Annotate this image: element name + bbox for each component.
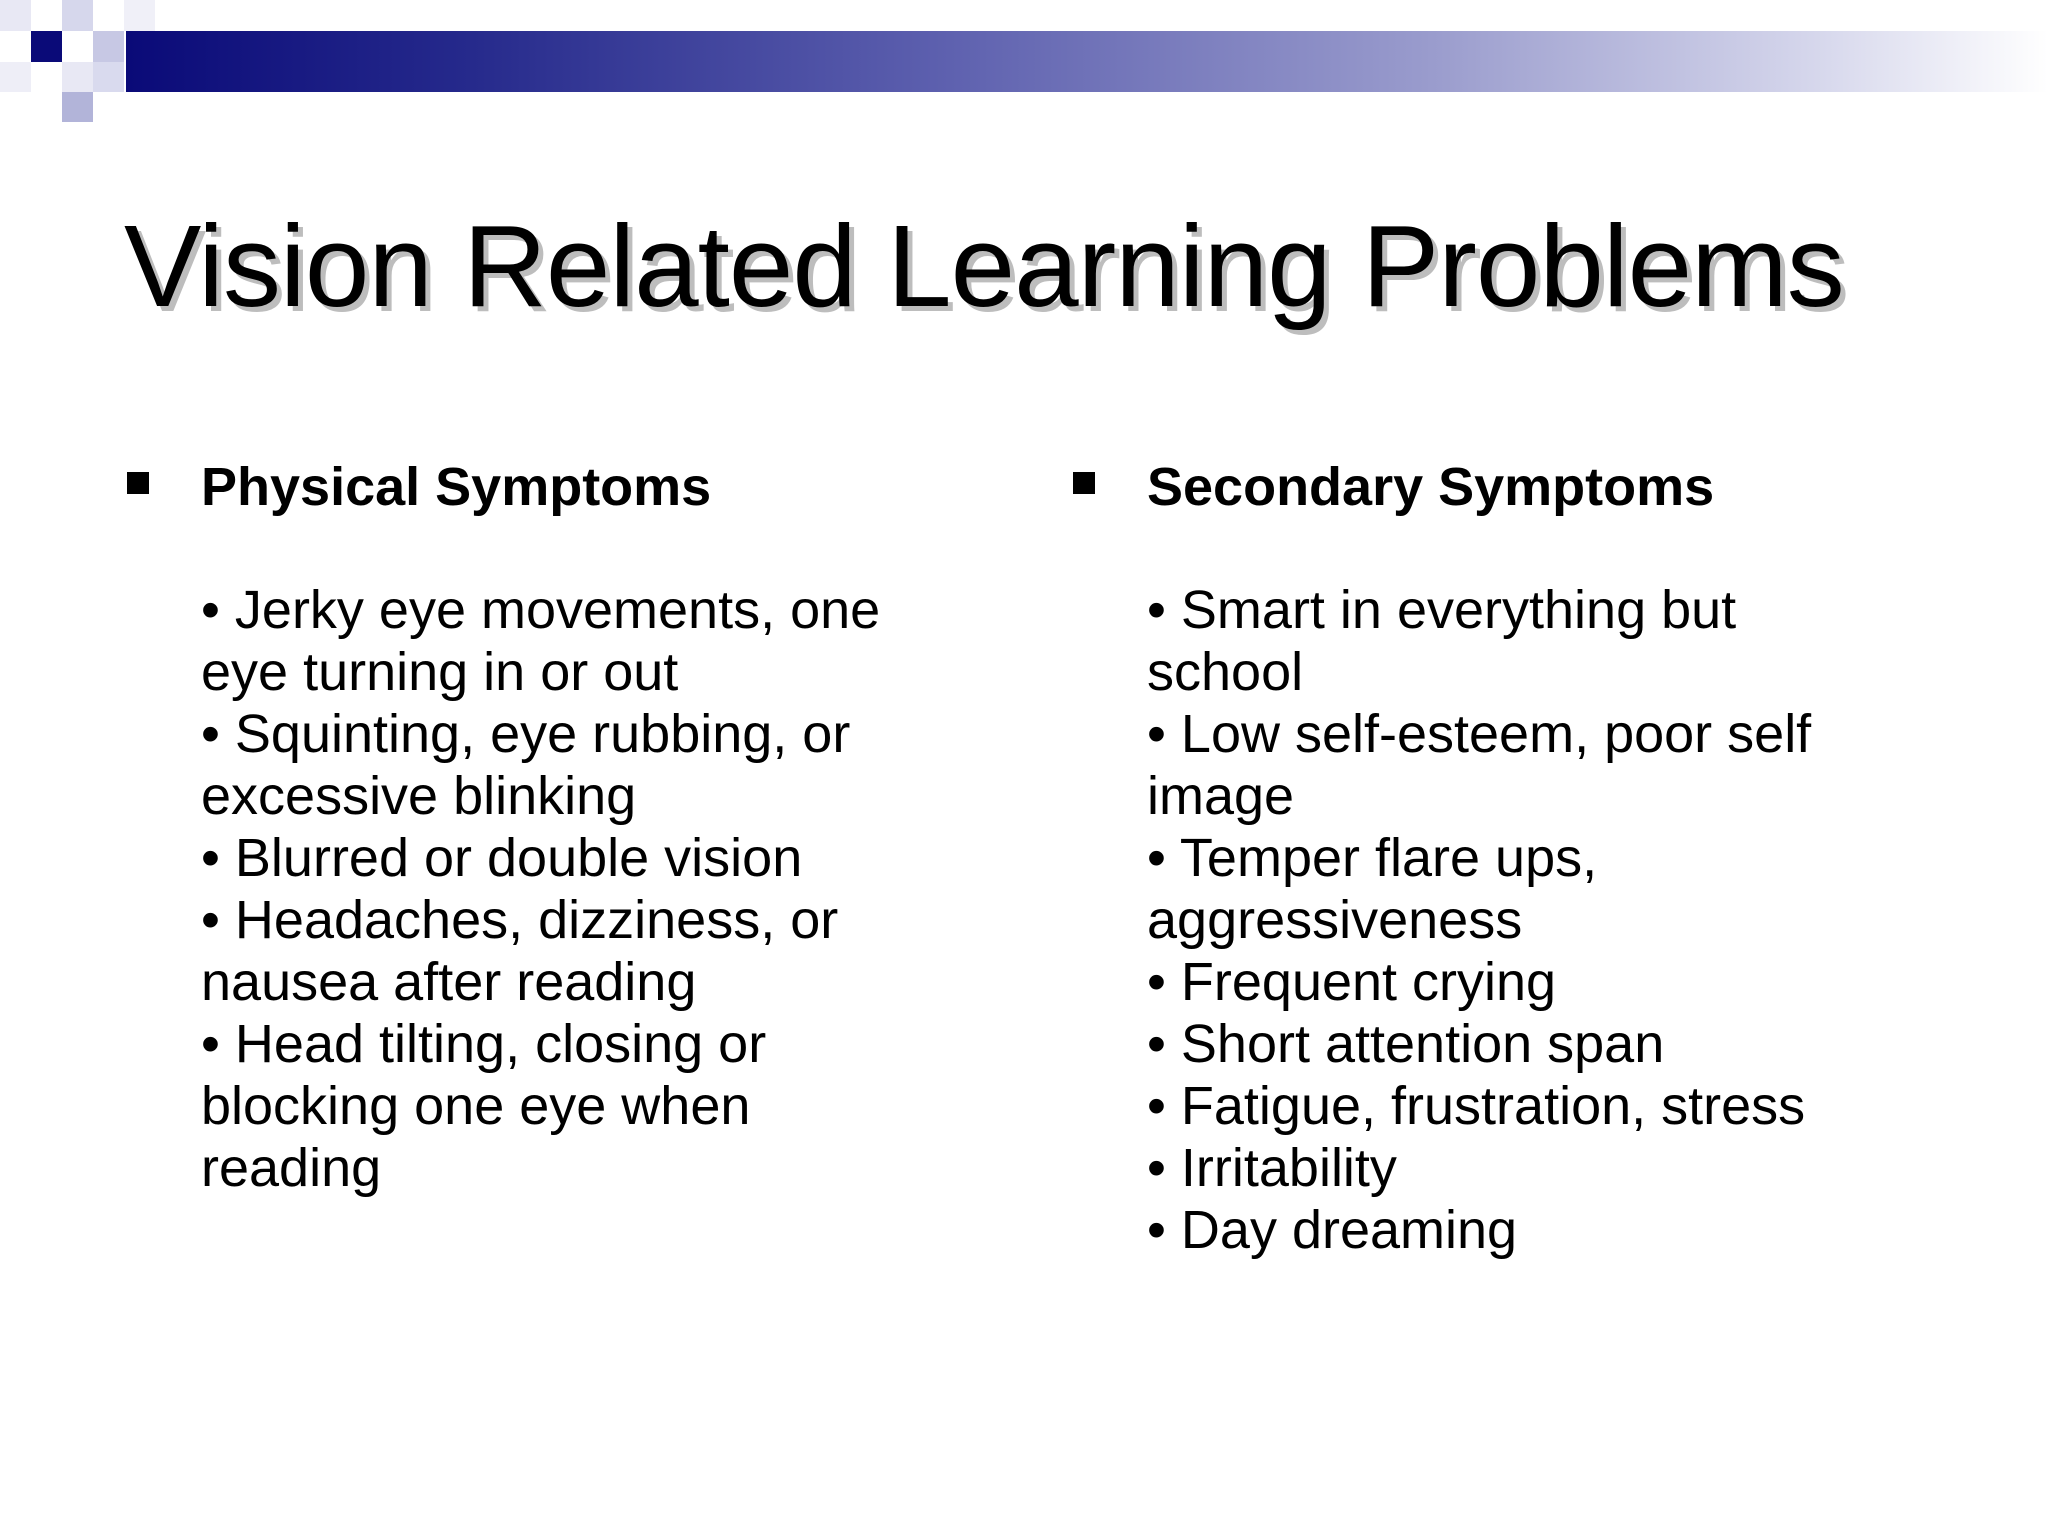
list-item: • Low self-esteem, poor self image bbox=[1147, 704, 1827, 826]
list-item: • Frequent crying bbox=[1147, 952, 1557, 1012]
header-decoration-square bbox=[31, 31, 62, 62]
slide-title: Vision Related Learning Problems bbox=[124, 201, 1844, 331]
list-item: • Irritability bbox=[1147, 1138, 1397, 1198]
physical-symptoms-column bbox=[124, 455, 896, 1199]
list-item: • Headaches, dizziness, or nausea after reading bbox=[201, 890, 854, 1012]
header-decoration-square bbox=[62, 92, 93, 122]
list-item: • Short attention span bbox=[1147, 1014, 1665, 1074]
physical-symptoms-heading-text: Physical Symptoms bbox=[201, 457, 712, 517]
physical-symptoms-heading bbox=[124, 455, 884, 519]
header-decoration-square bbox=[0, 0, 31, 31]
list-item: • Jerky eye movements, one eye turning in or out bbox=[201, 580, 896, 702]
header-decoration-square bbox=[93, 31, 124, 62]
square-bullet-icon bbox=[127, 472, 149, 494]
list-item: • Blurred or double vision bbox=[201, 828, 803, 888]
square-bullet-icon bbox=[1073, 472, 1095, 494]
list-item: • Head tilting, closing or blocking one eye when reading bbox=[201, 1014, 782, 1198]
header-gradient-bar bbox=[126, 31, 2048, 92]
header-decoration-square bbox=[93, 62, 124, 92]
secondary-symptoms-heading-text: Secondary Symptoms bbox=[1147, 457, 1715, 517]
list-item: • Squinting, eye rubbing, or excessive blinking bbox=[201, 704, 866, 826]
secondary-symptoms-column bbox=[1070, 455, 1830, 1261]
list-item: • Smart in everything but school bbox=[1147, 580, 1752, 702]
header-decoration-square bbox=[62, 0, 93, 31]
list-item: • Fatigue, frustration, stress bbox=[1147, 1076, 1806, 1136]
physical-symptoms-list bbox=[124, 579, 896, 1199]
header-decoration-square bbox=[62, 62, 93, 92]
header-decoration-square bbox=[124, 0, 155, 31]
list-item: • Temper flare ups, aggressiveness bbox=[1147, 828, 1613, 950]
list-item: • Day dreaming bbox=[1147, 1200, 1518, 1260]
secondary-symptoms-list bbox=[1070, 579, 1830, 1261]
header-decoration-square bbox=[0, 62, 31, 92]
secondary-symptoms-heading bbox=[1070, 455, 1830, 519]
